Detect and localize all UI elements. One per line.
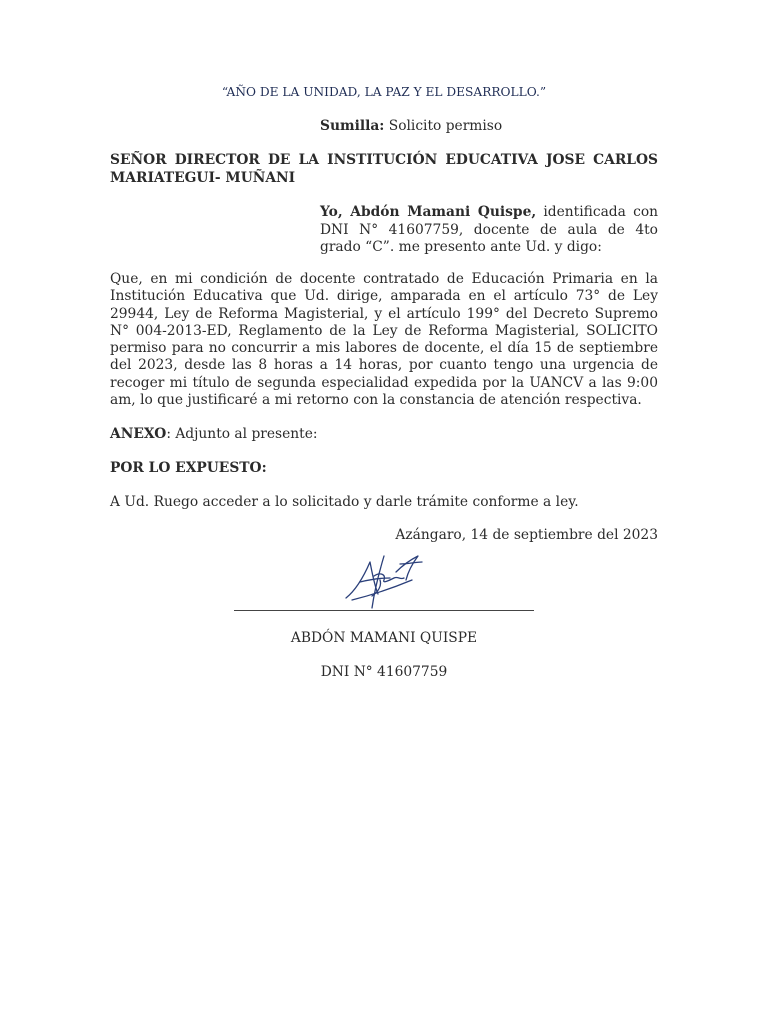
year-motto: “AÑO DE LA UNIDAD, LA PAZ Y EL DESARROLLO.”	[221, 85, 547, 99]
anexo-line	[110, 426, 318, 442]
signer-name: ABDÓN MAMANI QUISPE	[290, 630, 478, 646]
expuesto-heading: POR LO EXPUESTO:	[110, 460, 267, 476]
intro-text: identificada con DNI N° 41607759, docente de aula de 4to grado “C”. me presento ante Ud. y digo:	[320, 204, 659, 255]
anexo-label: ANEXO	[110, 426, 167, 442]
signature-line	[234, 610, 534, 611]
sumilla-text: Solicito permiso	[384, 118, 503, 134]
place-date: Azángaro, 14 de septiembre del 2023	[395, 527, 658, 543]
intro-paragraph	[320, 204, 658, 257]
sumilla-line	[320, 118, 502, 134]
anexo-text: : Adjunto al presente:	[166, 426, 318, 442]
ruego-line: A Ud. Ruego acceder a lo solicitado y darle trámite conforme a ley.	[110, 494, 579, 510]
signer-dni: DNI N° 41607759	[320, 664, 448, 680]
intro-name: Yo, Abdón Mamani Quispe,	[320, 204, 537, 220]
handwritten-signature	[338, 550, 428, 612]
body-paragraph: Que, en mi condición de docente contratado de Educación Primaria en la Institución Educativa que Ud. dirige, amparada en el artículo 73° de Ley 29944, Ley de Reforma Magisterial, y el artículo 199° del Decreto Supremo N° 004-2013-ED, Reglamento de la Ley de Reforma Magisterial, SOLICITO permiso para no concurrir a mis labores de docente, el día 15 de septiembre del 2023, desde las 8 horas a 14 horas, por cuanto tengo una urgencia de recoger mi título de segunda especialidad expedida por la UANCV a las 9:00 am, lo que justificaré a mi retorno con la constancia de atención respectiva.	[110, 271, 658, 409]
addressee: SEÑOR DIRECTOR DE LA INSTITUCIÓN EDUCATIVA JOSE CARLOS MARIATEGUI- MUÑANI	[110, 152, 658, 186]
sumilla-label: Sumilla:	[320, 118, 385, 134]
